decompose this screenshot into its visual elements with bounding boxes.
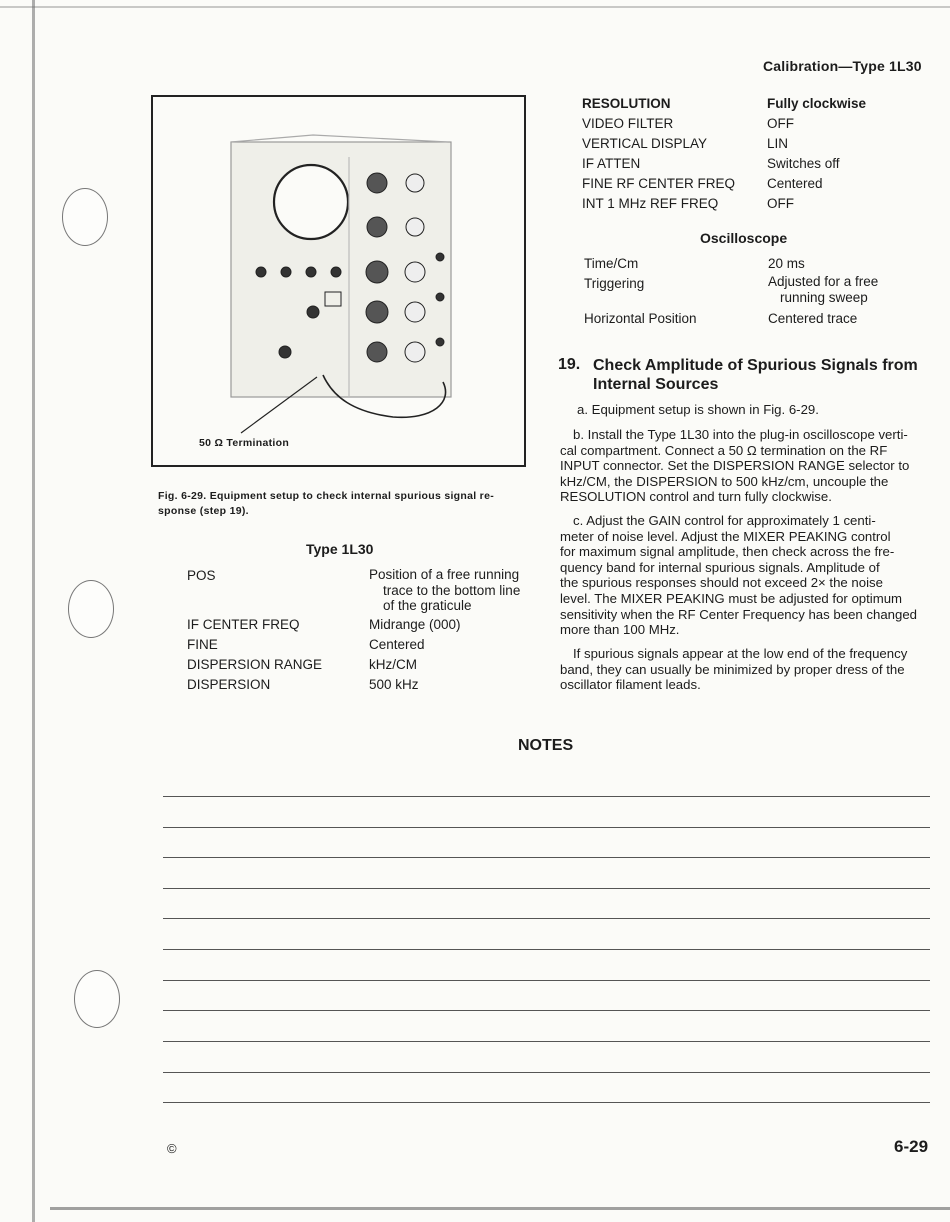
- paragraph-line: a. Equipment setup is shown in Fig. 6-29.: [577, 402, 819, 417]
- settings-top-controls: [582, 94, 735, 214]
- note-line: [163, 857, 930, 858]
- paragraph-line: kHz/CM, the DISPERSION to 500 kHz/cm, uncouple the: [560, 473, 889, 489]
- note-line: [163, 1010, 930, 1011]
- notes-heading: NOTES: [518, 737, 574, 754]
- page-top-edge: [0, 6, 950, 8]
- osc-control: Time/Cm: [584, 256, 639, 271]
- type-value: kHz/CM: [369, 657, 417, 672]
- type-control: DISPERSION: [187, 677, 271, 692]
- note-line: [163, 980, 930, 981]
- step-title-line: Check Amplitude of Spurious Signals from: [593, 357, 918, 374]
- paragraph-line: for maximum signal amplitude, then check across the fre-: [560, 544, 895, 560]
- setting-value: OFF: [767, 196, 794, 211]
- punch-hole-bottom: [74, 970, 120, 1028]
- paragraph-line: If spurious signals appear at the low end of the frequency: [573, 646, 908, 661]
- note-line: [163, 796, 930, 797]
- crt-screen: [274, 165, 348, 239]
- note-line: [163, 1102, 930, 1103]
- setting-control: IF ATTEN: [582, 156, 641, 171]
- paragraph-line: the spurious responses should not exceed 2× the noise: [560, 575, 883, 591]
- binder-edge: [32, 0, 35, 1222]
- type-1l30-heading: Type 1L30: [306, 541, 374, 557]
- setting-control: VIDEO FILTER: [582, 116, 674, 131]
- note-line: [163, 1072, 930, 1073]
- paragraph-line: oscillator filament leads.: [560, 677, 701, 693]
- type-value: 500 kHz: [369, 677, 419, 692]
- oscilloscope-heading: Oscilloscope: [700, 230, 788, 246]
- page-bottom-edge: [50, 1207, 950, 1210]
- paragraph-line: sensitivity when the RF Center Frequency has been changed: [560, 606, 917, 622]
- setting-control: FINE RF CENTER FREQ: [582, 176, 736, 191]
- step-title: [593, 356, 933, 394]
- paragraph-line: more than 100 MHz.: [560, 622, 680, 638]
- osc-value: [768, 274, 878, 306]
- paragraph-line: c. Adjust the GAIN control for approximately 1 centi-: [573, 513, 876, 528]
- setting-value: LIN: [767, 136, 789, 151]
- setting-value: Fully clockwise: [767, 96, 867, 111]
- type-value: [369, 567, 520, 614]
- step-title-line: Internal Sources: [593, 376, 719, 393]
- paragraph-line: meter of noise level. Adjust the MIXER PEAKING control: [560, 528, 891, 544]
- figure-label: 50 Ω Termination: [199, 437, 290, 449]
- note-line: [163, 1041, 930, 1042]
- step-paragraph-b: [560, 427, 926, 505]
- type-value: Midrange (000): [369, 617, 461, 632]
- paragraph-line: level. The MIXER PEAKING must be adjusted for optimum: [560, 590, 903, 606]
- paragraph-line: INPUT connector. Set the DISPERSION RANGE selector to: [560, 458, 910, 474]
- note-line: [163, 827, 930, 828]
- type-control: POS: [187, 568, 216, 583]
- punch-hole-middle: [68, 580, 114, 638]
- copyright-symbol: ©: [167, 1141, 177, 1156]
- setting-control: VERTICAL DISPLAY: [582, 136, 708, 151]
- caption-line: Fig. 6-29. Equipment setup to check internal spurious signal re-: [158, 490, 495, 502]
- setting-value: OFF: [767, 116, 794, 131]
- settings-top-values: [767, 94, 866, 214]
- paragraph-line: b. Install the Type 1L30 into the plug-in oscilloscope verti-: [573, 427, 908, 442]
- osc-value: Centered trace: [768, 311, 858, 326]
- setting-value: Switches off: [767, 156, 840, 171]
- setting-control: INT 1 MHz REF FREQ: [582, 196, 719, 211]
- oscilloscope-photo: [153, 97, 524, 465]
- punch-hole-top: [62, 188, 108, 246]
- knob: [367, 173, 387, 193]
- paragraph-line: RESOLUTION control and turn fully clockwise.: [560, 489, 832, 505]
- note-line: [163, 918, 930, 919]
- type-value-line: Position of a free running: [369, 567, 520, 582]
- running-header: Calibration—Type 1L30: [763, 58, 922, 74]
- type-value-line: of the graticule: [383, 598, 472, 613]
- osc-value: 20 ms: [768, 256, 805, 271]
- step-paragraph-note: [560, 646, 926, 693]
- osc-control: Horizontal Position: [584, 311, 697, 326]
- paragraph-line: quency band for internal spurious signals. Amplitude of: [560, 559, 880, 575]
- step-number: 19.: [558, 356, 581, 373]
- type-control: FINE: [187, 637, 218, 652]
- setting-control: RESOLUTION: [582, 96, 671, 111]
- step-paragraph-a: [577, 402, 937, 418]
- note-line: [163, 949, 930, 950]
- type-value: Centered: [369, 637, 425, 652]
- type-value-line: trace to the bottom line: [383, 582, 521, 598]
- setting-value: Centered: [767, 176, 823, 191]
- osc-value-line: Adjusted for a free: [768, 274, 879, 289]
- figure-frame: [151, 95, 526, 467]
- note-line: [163, 888, 930, 889]
- paragraph-line: band, they can usually be minimized by proper dress of the: [560, 661, 905, 677]
- type-control: DISPERSION RANGE: [187, 657, 323, 672]
- figure-caption: [158, 489, 528, 519]
- page-number: 6-29: [894, 1137, 929, 1156]
- paragraph-line: cal compartment. Connect a 50 Ω termination on the RF: [560, 442, 888, 458]
- osc-value-line: running sweep: [780, 290, 868, 305]
- step-paragraph-c: [560, 513, 926, 638]
- caption-line: sponse (step 19).: [158, 505, 249, 517]
- type-control: IF CENTER FREQ: [187, 617, 300, 632]
- osc-control: Triggering: [584, 276, 645, 291]
